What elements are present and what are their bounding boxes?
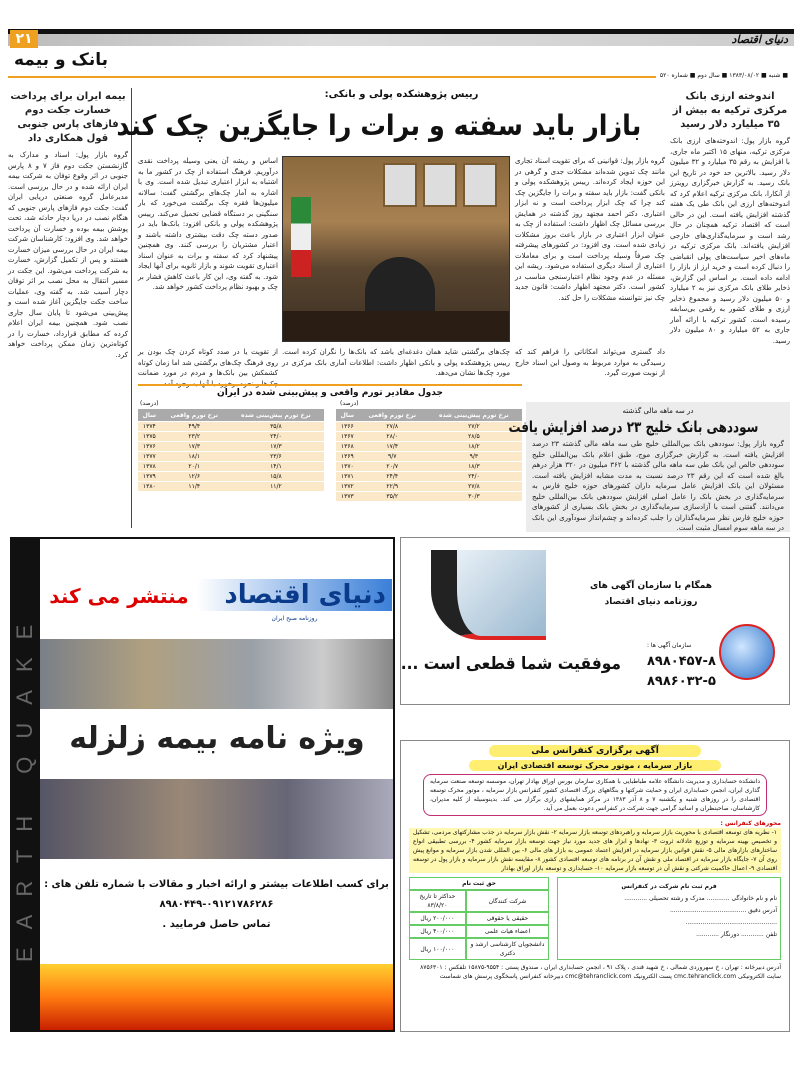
- contact-info: [40, 869, 393, 964]
- left-story-title: بیمه ایران برای پرداخت خسارت جکت دوم فازهای پارس جنوبی قول همکاری داد: [10, 91, 126, 144]
- khalij-kicker: در سه ماهه مالی گذشته: [622, 407, 694, 415]
- inflation-table-left: [138, 408, 324, 492]
- conference-ad[interactable]: [400, 740, 790, 1032]
- right-story-body: گروه بازار پول: اندوخته‌های ارزی بانک مرکزی ترکیه، منهای ۱۵ اکتبر ماه جاری، با افزایش به رقم ۳۵ میلیارد و ۳۲ میلیون دلار رسید. بالاترین حد خود در تاریخ این بانک رسید. به گزارش خبرگزاری رویترز از آنکارا، بانک مرکزی ترکیه اعلام کرد که اندوخته‌های ارزی این بانک طی یک هفته گذشته افزایش یافته است. این در حالی است که اقتصاد ترکیه همچنان در حال رشد است و سرمایه‌گذاری‌های خارجی افزایش یافته‌اند. بانک مرکزی ترکیه در ماه‌های اخیر سیاست‌های پولی انقباضی را دنبال کرده است و خرید ارز از بازار را ادامه داده است. بر اساس این گزارش، ذخایر طلای بانک مرکزی نیز به ۲ میلیارد و ۵۰ میلیون دلار رسید و مجموع ذخایر ارزی و طلای کشور به رقمی بی‌سابقه رسیده است. کشور ترکیه با ارائه آمار جاری به ۵۲ میلیارد و ۸۰ میلیون دلار رسید.: [670, 137, 790, 345]
- page-number: ۲۱: [10, 30, 38, 48]
- table-cell: ۱۳۷۹: [138, 472, 161, 481]
- table-cell: ۲۰/۷: [359, 462, 426, 471]
- fee-cell: حداکثر تا تاریخ ۸۳/۸/۲۰: [409, 890, 466, 912]
- table-cell: ۱۲/۶: [161, 472, 228, 481]
- form-field[interactable]: تلفن ............ دورنگار ............: [696, 931, 777, 938]
- earthquake-photo: [40, 779, 393, 859]
- header-bar: [8, 34, 794, 46]
- table-cell: ۱۵/۸: [228, 472, 324, 481]
- caption-col: داد گستری می‌تواند امکاناتی را فراهم کند که رسیدگی به موارد مربوط به وصول این اسناد خارج از نوبت صورت گیرد.: [515, 348, 665, 377]
- table-cell: ۱۳۶۹: [336, 452, 359, 461]
- inflation-table-right: [336, 408, 522, 502]
- fire-image: [40, 964, 393, 1030]
- fee-title: حق ثبت نام: [409, 877, 549, 890]
- table-cell: ۲۴/۴: [359, 472, 426, 481]
- registration-form[interactable]: [557, 877, 781, 960]
- table-cell: ۱۳۷۲: [336, 482, 359, 491]
- portrait-image: [463, 163, 497, 207]
- table-cell: ۱۸/۲: [426, 442, 522, 451]
- table-cell: ۲۰/۱: [161, 462, 228, 471]
- table-cell: ۳۵/۲: [359, 492, 426, 501]
- table-cell: ۱۱/۴: [161, 482, 228, 491]
- main-kicker: رییس پژوهشکده پولی و بانکی:: [324, 89, 479, 100]
- khalij-story: [508, 402, 790, 532]
- table-row: [336, 452, 522, 461]
- slogan: موفقیت شما قطعی است ...: [400, 654, 622, 674]
- advertising-agency-ad[interactable]: [400, 537, 790, 705]
- khalij-headline: سوددهی بانک خلیج ۲۳ درصد افزایش یافت: [508, 418, 759, 436]
- earthquake-side-text: EARTH QUAKE: [12, 539, 40, 1030]
- table-cell: ۲۸/۰: [359, 432, 426, 441]
- publishes-text: منتشر می کند: [49, 584, 189, 608]
- table-cell: ۱۳۷۴: [138, 422, 161, 431]
- fee-cell: شرکت کنندگان: [466, 890, 549, 912]
- left-story: [8, 90, 128, 528]
- agency-label: سازمان آگهی ها :: [647, 642, 692, 649]
- portrait-image: [423, 163, 457, 207]
- contact-text: تماس حاصل فرمایید .: [162, 919, 271, 930]
- unit-label: (درصد): [140, 400, 159, 407]
- col-header: نرخ تورم واقعی: [359, 409, 426, 421]
- brand-logo: دنیای اقتصاد: [197, 579, 392, 611]
- desk: [283, 311, 509, 341]
- fee-cell: حقیقی یا حقوقی: [466, 912, 549, 925]
- phone-number: ۸۹۸۶۰۳۲-۵: [647, 674, 716, 689]
- right-story: [670, 90, 790, 394]
- news-photo: [282, 156, 510, 342]
- table-cell: ۲۴/۰: [426, 472, 522, 481]
- table-cell: ۱۴/۱: [228, 462, 324, 471]
- fee-cell: ۱۰۰/۰۰۰ ریال: [409, 938, 466, 960]
- phone-numbers: ۸۹۸۰۴۴۹-۰۹۱۲۱۷۸۶۲۸۶: [159, 899, 274, 910]
- conference-subtitle: بازار سرمایه ، موتور محرک توسعه اقتصادی ایران: [469, 760, 721, 771]
- col-header: نرخ تورم پیش‌بینی شده: [228, 409, 324, 421]
- table-cell: ۱۳۷۵: [138, 432, 161, 441]
- inflation-table-title: جدول مقادیر تورم واقعی و پیش‌بینی شده در ایران: [217, 388, 443, 398]
- special-issue-title: ویژه نامه بیمه زلزله: [69, 721, 365, 756]
- fee-row: [409, 890, 549, 912]
- table-row: [336, 432, 522, 441]
- table-cell: ۳۵/۸: [228, 422, 324, 431]
- table-cell: ۱۷/۳: [228, 442, 324, 451]
- form-field[interactable]: آدرس دقیق ........................................: [669, 907, 777, 914]
- table-cell: ۱۳۷۷: [138, 452, 161, 461]
- flag-image: [291, 197, 311, 277]
- conference-web[interactable]: سایت الکترونیکی cmc.tehranclick.com پست الکترونیک cmc@tehranclick.com دبیرخانه کنفرانس پاسخگوی پرسش های شماست: [439, 973, 781, 980]
- left-story-body: گروه بازار پول: اسناد و مدارک به گازنشستن جکت دوم فاز ۷ و ۸ پارس جنوبی در اثر وقوع توفان به شرکت بیمه ایران ارائه شده و در حال بررسی است. مدیرعامل گروه صنعتی دریایی ایران گفت: جکت دوم فازهای پارس جنوبی که هنگام نصب در دریا دچار حادثه شد، تحت پوشش بیمه بوده و خسارت آن پرداخت خواهد شد. وی افزود: کارشناسان شرکت بیمه ایران در حال بررسی میزان خسارت هستند و پس از تکمیل گزارش، خسارت به شرکت پرداخت می‌شود. این جکت در مسیر انتقال به محل نصب بر اثر توفان دچار آسیب شد. به گفته وی، عملیات ساخت جکت جایگزین آغاز شده است و پیش‌بینی می‌شود تا پایان سال جاری نصب شود. همچنین بیمه ایران اعلام کرده که مطابق قرارداد، خسارت را در کوتاه‌ترین زمان ممکن پرداخت خواهد کرد.: [8, 151, 128, 359]
- table-cell: ۲۷/۸: [359, 422, 426, 431]
- table-cell: ۳۰/۳: [426, 492, 522, 501]
- table-cell: ۲۸/۵: [426, 432, 522, 441]
- form-field[interactable]: ................................................: [685, 919, 777, 926]
- conference-title: آگهی برگزاری کنفرانس ملی: [489, 745, 701, 757]
- table-row: [138, 482, 324, 491]
- earthquake-photo: [40, 639, 393, 709]
- table-cell: ۱۳۶۷: [336, 432, 359, 441]
- phone-number: ۸۹۸۰۴۵۷-۸: [647, 654, 716, 669]
- table-cell: ۱۳۶۶: [336, 422, 359, 431]
- table-cell: ۱۷/۴: [359, 442, 426, 451]
- table-cell: ۲۷/۲: [426, 422, 522, 431]
- table-row: [138, 462, 324, 471]
- form-title: فرم ثبت نام شرکت در کنفرانس: [621, 883, 717, 890]
- table-row: [336, 472, 522, 481]
- brand-tagline: روزنامه صبح ایران: [271, 615, 318, 622]
- table-row: [336, 422, 522, 431]
- main-col-right: گروه بازار پول: قوانینی که برای تقویت اسناد تجاری مانند چک تدوین شده‌اند مشکلات جدی و گرهی در این حوزه ایجاد کرده‌اند. رییس پژوهشکده پولی و بانکی گفت: بازار باید سفته و برات را جایگزین چک کند چرا که چک ابزار پرداخت است و نه ابزار اعتباری. دکتر احمد مجتهد روز گذشته در همایش بررسی مسائل چک اظهار داشت: استفاده از چک به عنوان ابزار اعتباری در بازار باعث بروز مشکلات زیادی شده است. وی افزود: در کشورهای پیشرفته چک صرفاً وسیله پرداخت است و برای معاملات اعتباری از اسناد دیگری استفاده می‌شود. ریشه این مسئله در عدم وجود نظام اعتبارسنجی مناسب در کشور است. دکتر مجتهد اظهار داشت: قانون جدید چک نیز نتوانسته مشکلات را حل کند.: [515, 157, 665, 302]
- ad-text: [561, 578, 741, 610]
- table-rule: [138, 384, 522, 386]
- unit-label: (درصد): [340, 400, 359, 407]
- fee-row: [409, 925, 549, 938]
- table-cell: ۱۳۸۰: [138, 482, 161, 491]
- fee-row: [409, 938, 549, 960]
- table-cell: ۴۹/۴: [161, 422, 228, 431]
- portrait-image: [383, 163, 417, 207]
- fee-cell: دانشجویان کارشناسی ارشد و دکتری: [466, 938, 549, 960]
- table-row: [138, 432, 324, 441]
- fee-cell: ۴۰۰/۰۰۰ ریال: [409, 925, 466, 938]
- table-cell: ۱۳۷۰: [336, 462, 359, 471]
- table-cell: ۲۲/۹: [359, 482, 426, 491]
- conference-axes: ۱- نظریه های توسعه اقتصادی با محوریت بازار سرمایه و راهبردهای توسعه بازار سرمایه ۲- نقش بازار سرمایه در جذب مشارکتهای مردمی، تشکیل و تخصیص بهینه سرمایه و توزیع عادلانه ثروت ۳- نهادها و ابزار های جدید مورد نیاز جهت توسعه بازار سرمایه کشور ۴- بررسی تطبیقی انواع ساختارهای بازارهای مالی ۵- نقش قوانین بازار سرمایه در افزایش اعتماد عمومی به بازار های مالی ۶- بین المللی شدن بازار سرمایه و موانع پیش روی آن ۷- جایگاه بازار سرمایه در اقتصاد ملی و نقش آن در برنامه های توسعه اقتصادی کشور ۸- مقایسه نقش بازار سرمایه و بازار پول در توسعه اقتصادی ۹- اعمال حاکمیت شرکتی و نقش آن در توسعه بازار سرمایه ۱۰- حسابداری و توسعه بازار اوراق بهادار: [409, 828, 781, 873]
- col-header: نرخ تورم واقعی: [161, 409, 228, 421]
- caption-col: از تقویت یا در صدد کوتاه کردن چک بودن بر روی فرهنگ چک‌های برگشتی شد اما زمان کوتاه کشمکش بین بانک‌ها و مردم در مورد ضمانت: [138, 348, 278, 377]
- table-cell: ۱۳۷۶: [138, 442, 161, 451]
- dateline: ■ شنبه ■ ۱۳۸۳/۰۸/۰۲ ■ سال دوم ■ شماره ۵۲۰: [656, 72, 788, 79]
- speaker-figure: [365, 257, 435, 317]
- conference-intro: دانشکده حسابداری و مدیریت دانشگاه علامه طباطبایی با همکاری سازمان بورس اوراق بهادار تهران، موسسه توسعه صنعت سرمایه گذاری ایران، انجمن حسابداری ایران و حمایت شرکتها و بنگاههای بزرگ اقتصادی کشور کنفرانس بازار سرمایه ، موتور محرک توسعه اقتصادی را در روزهای شنبه و یکشنبه ۷ و ۸ آذر ۱۳۸۳ در مرکز همایشهای رازی برگزار می کند. بدینوسیله از کلیه مدیران، کارشناسان، صاحبنظران و اساتید گرامی جهت شرکت در کنفرانس دعوت بعمل می آید.: [423, 774, 767, 816]
- table-cell: ۲۳/۲: [161, 432, 228, 441]
- conference-address: آدرس دبیرخانه : تهران ، خ سهروردی شمالی ، خ شهید قندی ، پلاک ۹۱ ، انجمن حسابداری ایران ، صندوق پستی : ۹۵۵۴-۱۵۸۷۵ تلفکس : ۸۷۵۶۳۰۱: [420, 964, 781, 971]
- section-title: بانک و بیمه: [14, 50, 108, 70]
- fee-table: [409, 877, 549, 960]
- table-cell: ۱۱/۲: [228, 482, 324, 491]
- form-field[interactable]: نام و نام خانوادگی ............ مدرک و رشته تحصیلی ............: [624, 895, 777, 902]
- column-divider: [131, 88, 132, 528]
- table-row: [336, 482, 522, 491]
- fee-cell: اعضاء هیات علمی: [466, 925, 549, 938]
- table-cell: ۲۷/۸: [426, 482, 522, 491]
- col-header: سال: [138, 409, 161, 421]
- table-row: [138, 422, 324, 431]
- khalij-body: گروه بازار پول: سوددهی بانک بین‌المللی خلیج طی سه ماهه مالی گذشته ۲۳ درصد افزایش یافته است. به گزارش خبرگزاری موج، طبق اعلام بانک بین‌المللی خلیج سوددهی خالص این بانک طی سه ماهه مالی گذشته با ۳۶۲ میلیون در ۳۲۰ هزار درهم بالغ شده است که این رقم ۲۳ درصد نسبت به مدت مشابه افزایش یافته است. مسئولان این بانک افزایش عامل سرمایه داران کشورهای حوزه خلیج فارس به سرمایه‌گذاری در بخش بانک را عامل اصلی افزایش سوددهی بانک بین‌المللی خلیج می‌دانند. گفتنی است با آزادسازی سرمایه‌گذاری در بخش بانک بسیاری از کشورهای حوزه خلیج فارس نظر سرمایه‌گذاران را جلب کرده‌اند و چشم‌انداز سودآوری این بانک در سه ماهه سوم امسال مثبت است.: [532, 440, 785, 532]
- axes-label: محورهای کنفرانس :: [720, 820, 781, 827]
- table-cell: ۹/۳: [426, 452, 522, 461]
- right-story-title: اندوخته ارزی بانک مرکزی ترکیه به بیش از ۳۵ میلیارد دلار رسید: [672, 91, 788, 130]
- col-header: سال: [336, 409, 359, 421]
- fee-row: [409, 912, 549, 925]
- ad-line: همگام با سازمان آگهی های: [589, 581, 713, 591]
- earthquake-supplement-ad[interactable]: [10, 537, 395, 1032]
- table-cell: ۱۷/۳: [161, 442, 228, 451]
- caption-col: چک‌های برگشتی شاید همان دغدغه‌ای باشد که بانک‌ها را نگران کرده است. رییس پژوهشکده پولی و بانکی اظهار داشت: اطلاعات آماری بانک مرکزی در مورد چک‌ها نشان می‌دهد.: [282, 348, 510, 377]
- main-headline: بازار باید سفته و برات را جایگزین چک کند: [116, 109, 642, 142]
- table-cell: ۱۳۶۸: [336, 442, 359, 451]
- table-row: [138, 442, 324, 451]
- table-cell: ۱۳۷۳: [336, 492, 359, 501]
- ad-line: روزنامه دنیای اقتصاد: [604, 597, 698, 607]
- table-row: [336, 462, 522, 471]
- table-cell: ۱۳۷۱: [336, 472, 359, 481]
- table-cell: ۲۴/۰: [228, 432, 324, 441]
- table-row: [138, 472, 324, 481]
- main-col-left: اساس و ریشه آن یعنی وسیله پرداخت نقدی درآوریم. فرهنگ استفاده از چک در کشور ما به اشتباه به ابزار اعتباری تبدیل شده است. وی با اشاره به آمار چک‌های برگشتی گفت: سالانه میلیون‌ها فقره چک برگشت می‌خورد که بار سنگینی بر دستگاه قضایی تحمیل می‌کند. رییس پژوهشکده پولی و بانکی افزود: بانک‌ها باید در صدور دسته چک دقت بیشتری داشته باشند و اعتبار مشتریان را بررسی کنند. وی همچنین پیشنهاد کرد که سفته و برات به عنوان اسناد اعتباری تقویت شوند و بازار ثانویه برای آنها ایجاد شود. به گفته وی، این کار باعث کاهش فشار بر چک و بهبود نظام پرداخت کشور خواهد شد.: [138, 157, 278, 291]
- table-cell: ۱۳۷۸: [138, 462, 161, 471]
- table-row: [336, 492, 522, 501]
- table-cell: ۹/۷: [359, 452, 426, 461]
- clock-image: [431, 550, 546, 640]
- table-cell: ۲۳/۶: [228, 452, 324, 461]
- newspaper-logo: دنیای اقتصاد: [731, 33, 788, 46]
- table-row: [138, 452, 324, 461]
- table-cell: ۱۸/۳: [426, 462, 522, 471]
- fee-cell: ۲۰۰/۰۰۰ ریال: [409, 912, 466, 925]
- globe-icon: [719, 624, 775, 680]
- table-row: [336, 442, 522, 451]
- table-cell: ۱۸/۱: [161, 452, 228, 461]
- info-text: برای کسب اطلاعات بیشتر و ارائه اخبار و مقالات با شماره تلفن های :: [44, 879, 389, 890]
- col-header: نرخ تورم پیش‌بینی شده: [426, 409, 522, 421]
